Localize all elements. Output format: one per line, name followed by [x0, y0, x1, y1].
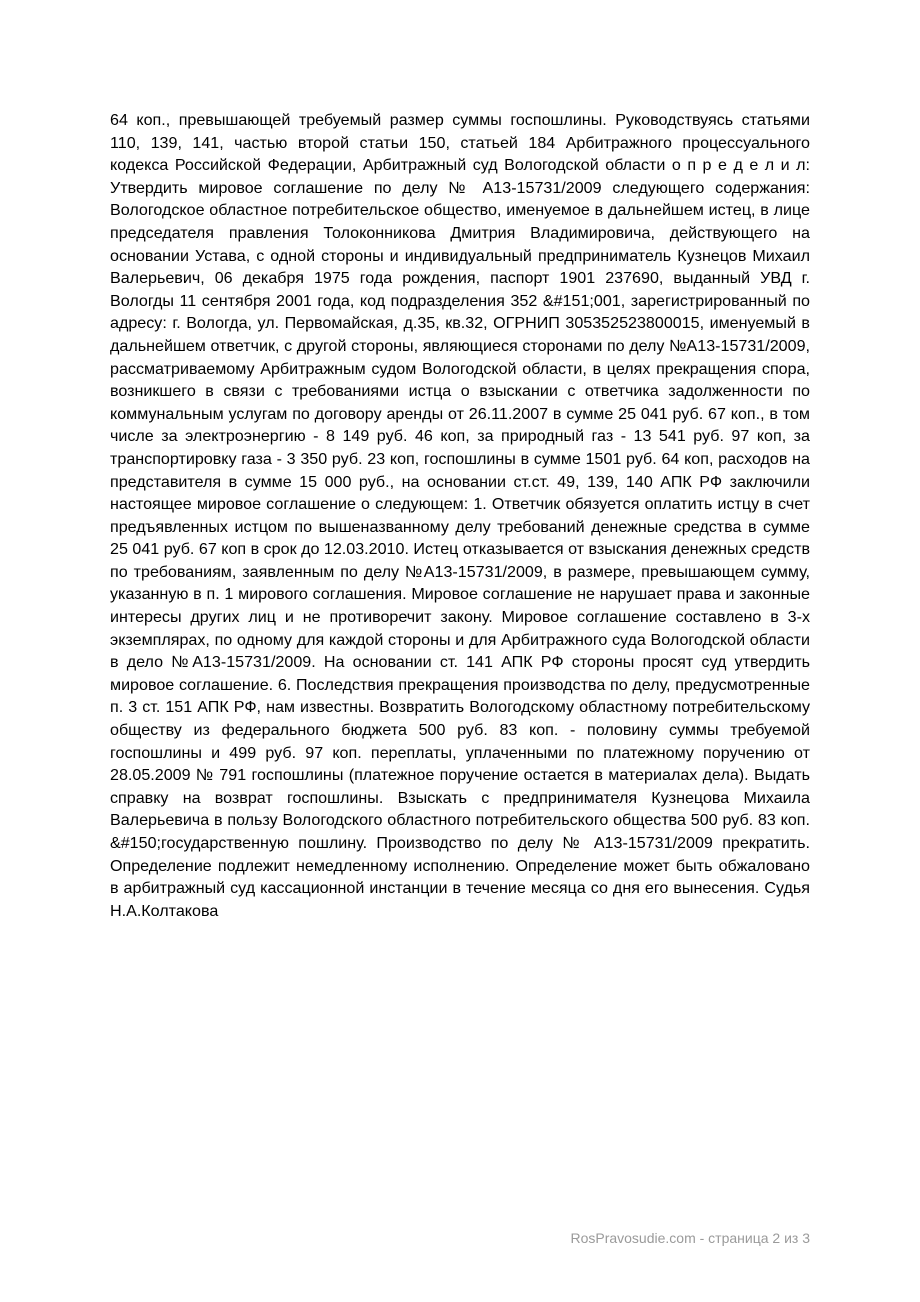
document-body-text: 64 коп., превышающей требуемый размер суммы госпошлины. Руководствуясь статьями 110, 139, 141, частью второй статьи 150, статьей 184 Арбитражного процессуального кодекса Российской Федерации, Арбитражный суд Вологодской области о п р е д е л и л: Утвердить мировое соглашение по делу № А13-15731/2009 следующего содержания: Вологодское областное потребительское общество, именуемое в дальнейшем истец, в лице председателя правления Толоконникова Дмитрия Владимировича, действующего на основании Устава, с одной стороны и индивидуальный предприниматель Кузнецов Михаил Валерьевич, 06 декабря 1975 года рождения, паспорт 1901 237690, выданный УВД г. Вологды 11 сентября 2001 года, код подразделения 352 &#151;001, зарегистрированный по адресу: г. Вологда, ул. Первомайская, д.35, кв.32, ОГРНИП 305352523800015, именуемый в дальнейшем ответчик, с другой стороны, являющиеся сторонами по делу №А13-15731/2009, рассматриваемому Арбитражным судом Вологодской области, в целях прекращения спора, возникшего в связи с требованиями истца о взыскании с ответчика задолженности по коммунальным услугам по договору аренды от 26.11.2007 в сумме 25 041 руб. 67 коп., в том числе за электроэнергию - 8 149 руб. 46 коп, за природный газ - 13 541 руб. 97 коп, за транспортировку газа - 3 350 руб. 23 коп, госпошлины в сумме 1501 руб. 64 коп, расходов на представителя в сумме 15 000 руб., на основании ст.ст. 49, 139, 140 АПК РФ заключили настоящее мировое соглашение о следующем: 1. Ответчик обязуется оплатить истцу в счет предъявленных истцом по вышеназванному делу требований денежные средства в сумме 25 041 руб. 67 коп в срок до 12.03.2010. Истец отказывается от взыскания денежных средств по требованиям, заявленным по делу №А13-15731/2009, в размере, превышающем сумму, указанную в п. 1 мирового соглашения. Мировое соглашение не нарушает права и законные интересы других лиц и не противоречит закону. Мировое соглашение составлено в 3-х экземплярах, по одному для каждой стороны и для Арбитражного суда Вологодской области в дело №А13-15731/2009. На основании ст. 141 АПК РФ стороны просят суд утвердить мировое соглашение. 6. Последствия прекращения производства по делу, предусмотренные п. 3 ст. 151 АПК РФ, нам известны. Возвратить Вологодскому областному потребительскому обществу из федерального бюджета 500 руб. 83 коп. - половину суммы требуемой госпошлины и 499 руб. 97 коп. переплаты, уплаченными по платежному поручению от 28.05.2009 № 791 госпошлины (платежное поручение остается в материалах дела). Выдать справку на возврат госпошлины. Взыскать с предпринимателя Кузнецова Михаила Валерьевича в пользу Вологодского областного потребительского общества 500 руб. 83 коп. &#150;государственную пошлину. Производство по делу № А13-15731/2009 прекратить. Определение подлежит немедленному исполнению. Определение может быть обжаловано в арбитражный суд кассационной инстанции в течение месяца со дня его вынесения. Судья Н.А.Колтакова: [110, 111, 810, 920]
page-footer: RosPravosudie.com - страница 2 из 3: [570, 1230, 810, 1246]
